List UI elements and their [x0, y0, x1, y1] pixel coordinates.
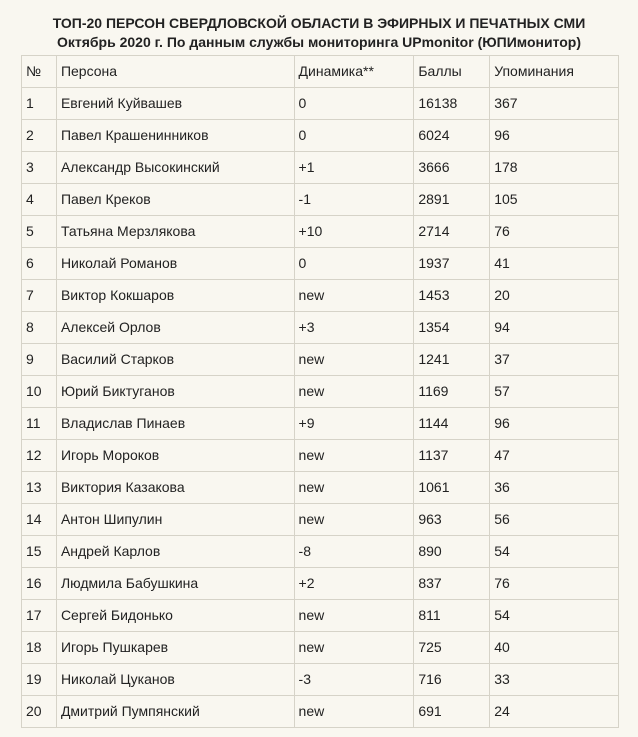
- table-row: [22, 408, 619, 440]
- cell-mentions: 94: [490, 312, 619, 344]
- cell-score: 1453: [414, 280, 490, 312]
- cell-dynamics: new: [294, 632, 414, 664]
- table-row: [22, 120, 619, 152]
- column-header-score: Баллы: [414, 56, 490, 88]
- cell-number: 9: [22, 344, 57, 376]
- cell-person: Виктор Кокшаров: [56, 280, 294, 312]
- cell-score: 16138: [414, 88, 490, 120]
- cell-mentions: 41: [490, 248, 619, 280]
- cell-mentions: 54: [490, 536, 619, 568]
- cell-dynamics: new: [294, 600, 414, 632]
- cell-mentions: 24: [490, 696, 619, 728]
- cell-number: 5: [22, 216, 57, 248]
- cell-number: 12: [22, 440, 57, 472]
- cell-person: Татьяна Мерзлякова: [56, 216, 294, 248]
- cell-person: Николай Романов: [56, 248, 294, 280]
- column-header-mentions: Упоминания: [490, 56, 619, 88]
- cell-dynamics: +1: [294, 152, 414, 184]
- cell-mentions: 40: [490, 632, 619, 664]
- table-row: [22, 216, 619, 248]
- table-row: [22, 632, 619, 664]
- cell-mentions: 178: [490, 152, 619, 184]
- cell-score: 1354: [414, 312, 490, 344]
- cell-person: Дмитрий Пумпянский: [56, 696, 294, 728]
- cell-dynamics: new: [294, 440, 414, 472]
- cell-mentions: 54: [490, 600, 619, 632]
- cell-dynamics: +3: [294, 312, 414, 344]
- cell-score: 890: [414, 536, 490, 568]
- cell-number: 8: [22, 312, 57, 344]
- cell-score: 837: [414, 568, 490, 600]
- cell-dynamics: new: [294, 280, 414, 312]
- cell-dynamics: new: [294, 376, 414, 408]
- table-row: [22, 248, 619, 280]
- cell-score: 6024: [414, 120, 490, 152]
- cell-dynamics: new: [294, 344, 414, 376]
- cell-person: Алексей Орлов: [56, 312, 294, 344]
- cell-dynamics: -3: [294, 664, 414, 696]
- cell-person: Сергей Бидонько: [56, 600, 294, 632]
- cell-dynamics: +9: [294, 408, 414, 440]
- cell-mentions: 96: [490, 408, 619, 440]
- cell-score: 963: [414, 504, 490, 536]
- cell-person: Василий Старков: [56, 344, 294, 376]
- table-header-row: [22, 56, 619, 88]
- cell-score: 3666: [414, 152, 490, 184]
- cell-number: 1: [22, 88, 57, 120]
- cell-mentions: 56: [490, 504, 619, 536]
- cell-score: 725: [414, 632, 490, 664]
- table-row: [22, 376, 619, 408]
- cell-mentions: 47: [490, 440, 619, 472]
- cell-mentions: 76: [490, 568, 619, 600]
- table-row: [22, 504, 619, 536]
- cell-score: 691: [414, 696, 490, 728]
- cell-number: 4: [22, 184, 57, 216]
- table-row: [22, 440, 619, 472]
- cell-number: 2: [22, 120, 57, 152]
- cell-mentions: 105: [490, 184, 619, 216]
- cell-number: 17: [22, 600, 57, 632]
- table-row: [22, 536, 619, 568]
- column-header-number: №: [22, 56, 57, 88]
- cell-score: 2714: [414, 216, 490, 248]
- cell-number: 19: [22, 664, 57, 696]
- cell-mentions: 33: [490, 664, 619, 696]
- cell-person: Павел Креков: [56, 184, 294, 216]
- cell-person: Антон Шипулин: [56, 504, 294, 536]
- ranking-table: [21, 55, 619, 728]
- table-row: [22, 696, 619, 728]
- table-row: [22, 280, 619, 312]
- cell-dynamics: +2: [294, 568, 414, 600]
- page-title: ТОП-20 ПЕРСОН СВЕРДЛОВСКОЙ ОБЛАСТИ В ЭФИРНЫХ И ПЕЧАТНЫХ СМИ: [52, 15, 586, 31]
- cell-number: 16: [22, 568, 57, 600]
- cell-number: 11: [22, 408, 57, 440]
- cell-dynamics: new: [294, 504, 414, 536]
- cell-score: 1144: [414, 408, 490, 440]
- table-row: [22, 664, 619, 696]
- cell-mentions: 57: [490, 376, 619, 408]
- cell-score: 1937: [414, 248, 490, 280]
- cell-mentions: 20: [490, 280, 619, 312]
- cell-number: 14: [22, 504, 57, 536]
- cell-mentions: 96: [490, 120, 619, 152]
- column-header-dynamics: Динамика**: [294, 56, 414, 88]
- cell-number: 15: [22, 536, 57, 568]
- cell-dynamics: 0: [294, 120, 414, 152]
- cell-person: Игорь Мороков: [56, 440, 294, 472]
- table-body: [22, 88, 619, 728]
- cell-mentions: 367: [490, 88, 619, 120]
- table-row: [22, 472, 619, 504]
- cell-score: 1137: [414, 440, 490, 472]
- cell-person: Николай Цуканов: [56, 664, 294, 696]
- table-row: [22, 344, 619, 376]
- table-row: [22, 312, 619, 344]
- cell-score: 2891: [414, 184, 490, 216]
- cell-person: Андрей Карлов: [56, 536, 294, 568]
- column-header-person: Персона: [56, 56, 294, 88]
- cell-number: 6: [22, 248, 57, 280]
- cell-score: 811: [414, 600, 490, 632]
- cell-score: 1169: [414, 376, 490, 408]
- cell-person: Людмила Бабушкина: [56, 568, 294, 600]
- table-row: [22, 88, 619, 120]
- table-row: [22, 600, 619, 632]
- cell-dynamics: -8: [294, 536, 414, 568]
- table-row: [22, 184, 619, 216]
- cell-person: Юрий Биктуганов: [56, 376, 294, 408]
- cell-score: 716: [414, 664, 490, 696]
- cell-number: 18: [22, 632, 57, 664]
- cell-score: 1241: [414, 344, 490, 376]
- cell-person: Александр Высокинский: [56, 152, 294, 184]
- cell-dynamics: -1: [294, 184, 414, 216]
- cell-person: Павел Крашенинников: [56, 120, 294, 152]
- cell-dynamics: new: [294, 472, 414, 504]
- cell-dynamics: 0: [294, 88, 414, 120]
- cell-person: Евгений Куйвашев: [56, 88, 294, 120]
- cell-dynamics: +10: [294, 216, 414, 248]
- cell-number: 7: [22, 280, 57, 312]
- cell-person: Игорь Пушкарев: [56, 632, 294, 664]
- cell-person: Владислав Пинаев: [56, 408, 294, 440]
- cell-number: 10: [22, 376, 57, 408]
- cell-number: 13: [22, 472, 57, 504]
- cell-mentions: 37: [490, 344, 619, 376]
- cell-number: 3: [22, 152, 57, 184]
- cell-dynamics: 0: [294, 248, 414, 280]
- cell-score: 1061: [414, 472, 490, 504]
- cell-number: 20: [22, 696, 57, 728]
- cell-mentions: 36: [490, 472, 619, 504]
- table-row: [22, 568, 619, 600]
- cell-mentions: 76: [490, 216, 619, 248]
- cell-person: Виктория Казакова: [56, 472, 294, 504]
- table-row: [22, 152, 619, 184]
- cell-dynamics: new: [294, 696, 414, 728]
- page-subtitle: Октябрь 2020 г. По данным службы мониторинга UPmonitor (ЮПИмонитор): [56, 34, 582, 50]
